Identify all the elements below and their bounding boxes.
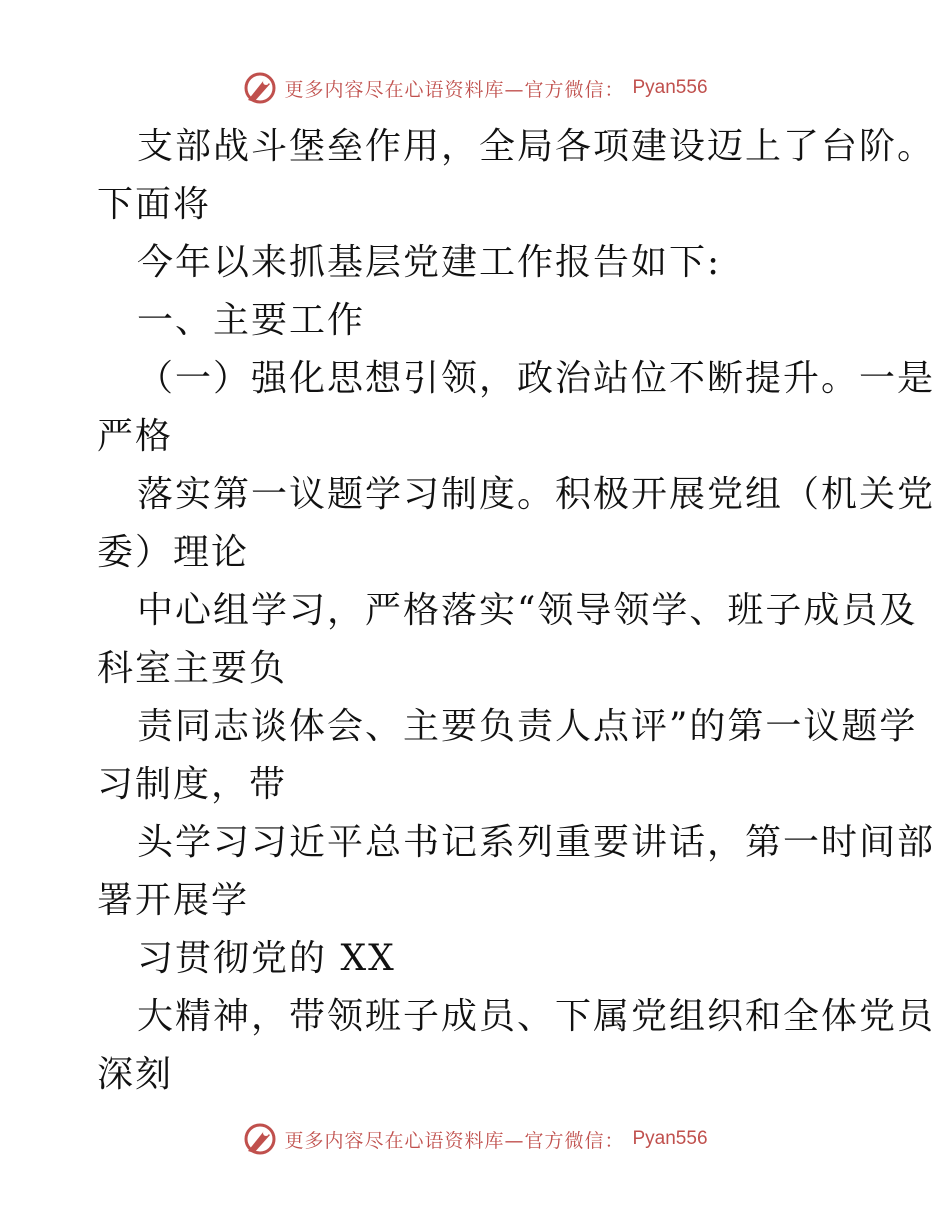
text-line: 严格 bbox=[97, 416, 174, 457]
pen-logo-icon bbox=[242, 1121, 278, 1157]
text-line: 支部战斗堡垒作用，全局各项建设迈上了台阶。 bbox=[137, 126, 936, 167]
text-line: 责同志谈体会、主要负责人点评”的第一议题学 bbox=[137, 706, 918, 747]
pen-logo-icon bbox=[242, 70, 278, 106]
text-line: 头学习习近平总书记系列重要讲话，第一时间部 bbox=[137, 822, 936, 863]
text-line: （一）强化思想引领，政治站位不断提升。一是 bbox=[137, 358, 936, 399]
banner-wechat-id: Pyan556 bbox=[632, 1128, 708, 1149]
banner-text: 更多内容尽在心语资料库—官方微信： bbox=[284, 78, 625, 101]
banner-text: 更多内容尽在心语资料库—官方微信： bbox=[284, 1129, 625, 1152]
text-line: 习制度，带 bbox=[97, 764, 288, 805]
text-line: 大精神，带领班子成员、下属党组织和全体党员 bbox=[137, 996, 936, 1037]
section-heading: 一、主要工作 bbox=[137, 300, 366, 341]
text-line: 今年以来抓基层党建工作报告如下: bbox=[137, 242, 722, 283]
text-line: 下面将 bbox=[97, 184, 212, 225]
text-line: 中心组学习，严格落实“领导领学、班子成员及 bbox=[137, 590, 918, 631]
text-line: 落实第一议题学习制度。积极开展党组（机关党 bbox=[137, 474, 936, 515]
text-line: 科室主要负 bbox=[97, 648, 288, 689]
text-line: 署开展学 bbox=[97, 880, 250, 921]
text-line: 委）理论 bbox=[97, 532, 250, 573]
banner-wechat-id: Pyan556 bbox=[632, 77, 708, 98]
text-line: 习贯彻党的 XX bbox=[137, 938, 396, 979]
document-body bbox=[97, 118, 936, 1104]
text-line: 深刻 bbox=[97, 1054, 174, 1095]
header-watermark-banner bbox=[0, 70, 950, 106]
footer-watermark-banner bbox=[0, 1121, 950, 1157]
